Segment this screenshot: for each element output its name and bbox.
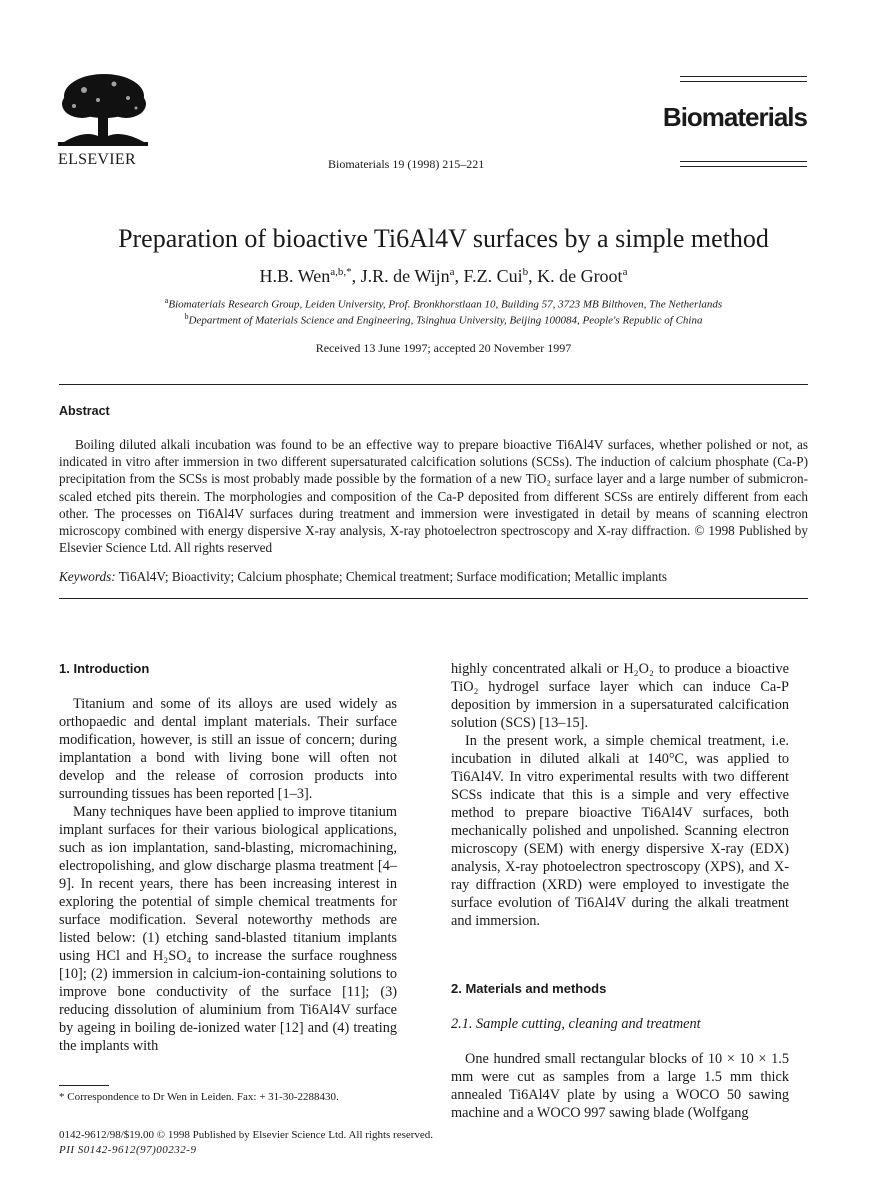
right-column: [451, 660, 789, 1122]
author-affiliation-mark: a,b,*: [330, 266, 352, 278]
affiliation-key: a: [164, 296, 169, 305]
paragraph: In the present work, a simple chemical treatment, i.e. incubation in diluted alkali at 140°C, was applied to Ti6Al4V. In vitro experimental results with two different SCSs indicate that this is a simple and very effective method to prepare bioactive Ti6Al4V surfaces, both mechanically polished and unpolished. Scanning electron microscopy (SEM) with energy dispersive X-ray (EDX) analysis, X-ray photoelectron spectroscopy (XPS), and X-ray diffraction (XRD) were employed to investigate the surface evolution of Ti6Al4V during the alkali treatment and immersion.: [451, 733, 789, 929]
abstract-heading: Abstract: [59, 404, 110, 418]
elsevier-tree-logo: [54, 70, 152, 150]
affiliation-a: [0, 296, 887, 311]
pii-line: PII S0142-9612(97)00232-9: [59, 1144, 197, 1156]
author-name: F.Z. Cui: [463, 266, 523, 286]
abstract-rule-bottom: [59, 598, 808, 599]
section-heading: 1. Introduction: [59, 661, 150, 676]
author-name: H.B. Wen: [259, 266, 331, 286]
author-affiliation-mark: b: [522, 266, 529, 278]
author-list: [0, 266, 887, 287]
paragraph: Titanium and some of its alloys are used widely as orthopaedic and dental implant materials. Their surface modification, however, is still an issue of concern; during implantation a bond with living bone will often not develop and the release of corrosion products into surrounding tissues has been reported [1–3].: [59, 696, 397, 802]
header-rule-top: [680, 76, 807, 77]
footnote-rule: [59, 1085, 109, 1086]
received-dates: Received 13 June 1997; accepted 20 November 1997: [315, 341, 572, 355]
author-separator: ,: [351, 266, 361, 286]
section-heading: 2. Materials and methods: [451, 981, 607, 996]
affiliation-text: Department of Materials Science and Engineering, Tsinghua University, Beijing 100084, People's Republic of China: [188, 314, 703, 327]
journal-name: Biomaterials: [662, 102, 807, 132]
affiliation-b: [0, 312, 887, 327]
keywords-list: Ti6Al4V; Bioactivity; Calcium phosphate; Chemical treatment; Surface modification; Metallic implants: [118, 569, 667, 584]
abstract-rule-top: [59, 384, 808, 385]
author-name: J.R. de Wijn: [360, 266, 450, 286]
paragraph: Many techniques have been applied to improve titanium implant surfaces for their various biological applications, such as ion implantation, sand-blasting, micromachining, electropolishing, and glow discharge plasma treatment [4–9]. In recent years, there has been increasing interest in exploring the potential of simple chemical treatments for surface modification. Several noteworthy methods are listed below: (1) etching sand-blasted titanium implants using HCl and H₂SO₄ to increase the surface roughness [10]; (2) immersion in calcium-ion-containing solutions to improve bone conductivity of the surface [11]; (3) reducing dissolution of aluminium from Ti6Al4V surface by ageing in boiling de-ionized water [12] and (4) treating the implants with: [59, 804, 397, 1054]
copyright-line: 0142-9612/98/$19.00 © 1998 Published by Elsevier Science Ltd. All rights reserved.: [59, 1129, 434, 1141]
correspondence-footnote: * Correspondence to Dr Wen in Leiden. Fax: + 31-30-2288430.: [59, 1091, 339, 1103]
author-separator: ,: [528, 266, 538, 286]
author-affiliation-mark: a: [449, 266, 455, 278]
author-separator: ,: [454, 266, 464, 286]
left-column: [59, 660, 397, 1055]
header-rule-bottom-2: [680, 166, 807, 167]
article-title: Preparation of bioactive Ti6Al4V surfaces by a simple method: [118, 224, 769, 253]
abstract-text: Boiling diluted alkali incubation was found to be an effective way to prepare bioactive Ti6Al4V surfaces, whether polished or not, as indicated in vitro after immersion in two different supersaturated calcification solutions (SCSs). The induction of calcium phosphate (Ca-P) precipitation from the SCSs is most probably made possible by the formation of a new TiO₂ surface layer and a large number of submicron-scaled etched pits therein. The morphologies and composition of the Ca-P deposited from different SCSs are entirely different from each other. The processes on Ti6Al4V surfaces during treatment and immersion were investigated in detail by means of scanning electron microscopy combined with energy dispersive X-ray analysis, X-ray photoelectron spectroscopy and X-ray diffraction. © 1998 Published by Elsevier Science Ltd. All rights reserved: [59, 437, 808, 556]
affiliation-text: Biomaterials Research Group, Leiden University, Prof. Bronkhorstlaan 10, Building 57, 3723 MB Bilthoven, The Netherlands: [168, 298, 723, 311]
paragraph: One hundred small rectangular blocks of 10 × 10 × 1.5 mm were cut as samples from a large 1.5 mm thick annealed Ti6Al4V plate by using a WOCO 50 sawing machine and a WOCO 997 sawing blade (Wolfgang: [451, 1051, 789, 1121]
affiliation-key: b: [184, 312, 189, 321]
publisher-name: ELSEVIER: [58, 151, 136, 168]
author-name: K. de Groot: [537, 266, 623, 286]
header-rule-top-2: [680, 81, 807, 82]
keywords-label: Keywords:: [59, 569, 116, 584]
author-affiliation-mark: a: [622, 266, 628, 278]
paragraph-continuation: highly concentrated alkali or H₂O₂ to produce a bioactive TiO₂ hydrogel surface layer which can induce Ca-P deposition by immersion in a supersaturated calcification solution (SCS) [13–15].: [451, 661, 789, 731]
subsection-heading: 2.1. Sample cutting, cleaning and treatment: [451, 1016, 701, 1032]
header-rule-bottom: [680, 161, 807, 162]
journal-citation: Biomaterials 19 (1998) 215–221: [328, 157, 485, 171]
keywords: [59, 569, 808, 585]
